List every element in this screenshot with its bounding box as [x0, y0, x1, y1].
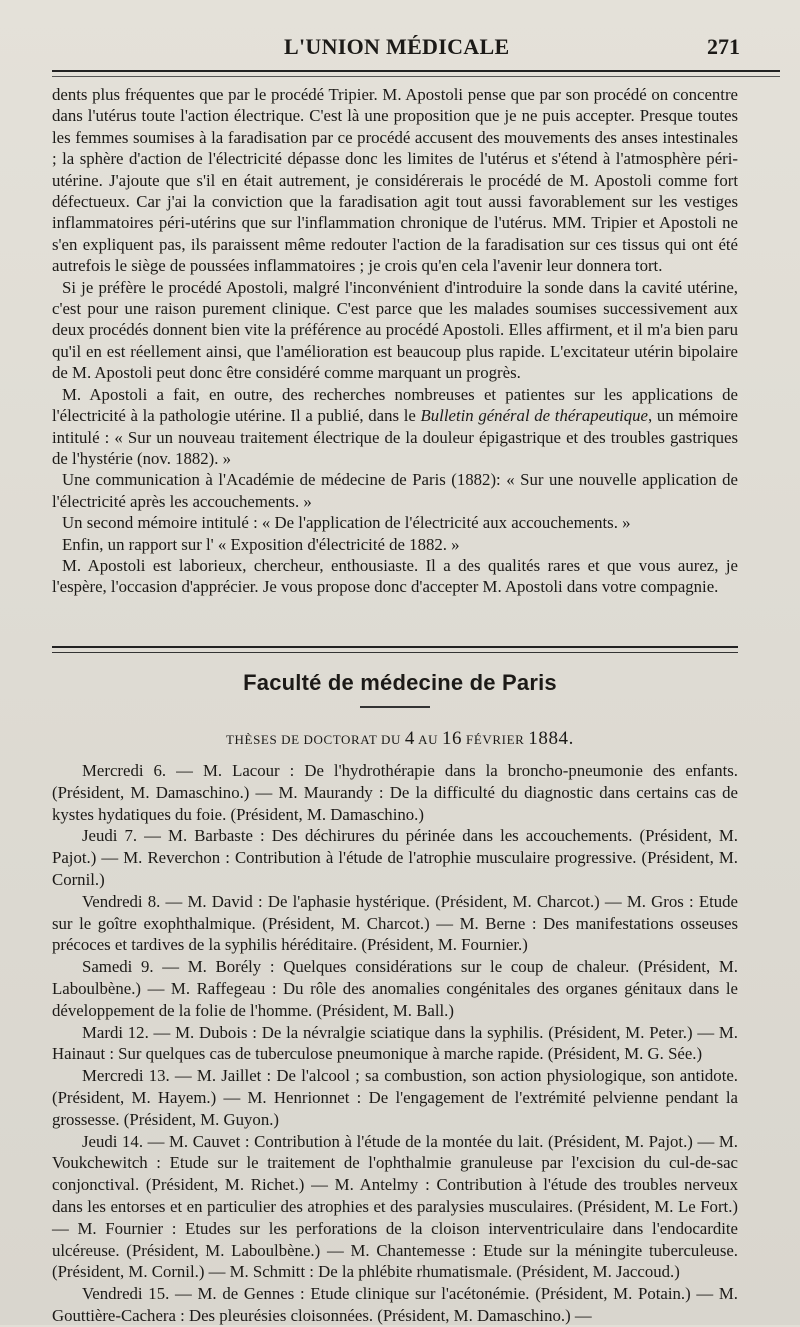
page-number: 271	[707, 34, 740, 59]
theses-entry: Mercredi 6. — M. Lacour : De l'hydrothérapie dans la broncho-pneumonie des enfants. (Président, M. Damaschino.) — M. Maurandy : De la difficulté du diagnostic dans certains cas de kystes hydatiques du foie. (Président, M. Damaschino.)	[52, 761, 738, 824]
theses-entry: Mardi 12. — M. Dubois : De la névralgie sciatique dans la syphilis. (Président, M. Peter.) — M. Hainaut : Sur quelques cas de tuberculose pneumonique à marche rapide. (Président, M. G. Sée.)	[52, 1022, 738, 1064]
paragraph	[52, 384, 738, 470]
theses-heading-to: 16	[441, 728, 463, 749]
theses-heading-month: FÉVRIER	[466, 732, 525, 747]
section-divider	[52, 646, 738, 648]
theses-list	[52, 760, 738, 1327]
title-underline	[360, 706, 430, 708]
journal-title: Bulletin général de thérapeutique	[420, 406, 649, 426]
theses-entry: Mercredi 13. — M. Jaillet : De l'alcool ; sa combustion, son action physiologique, son antidote. (Président, M. Hayem.) — M. Henrionnet : De l'engagement de l'extrémité pelvienne pendant la grossesse. (Président, M. Guyon.)	[52, 1066, 738, 1129]
header-rule-thin	[52, 76, 780, 77]
paragraph: Enfin, un rapport sur l' « Exposition d'électricité de 1882. »	[62, 534, 460, 554]
theses-entry: Vendredi 15. — M. de Gennes : Etude clinique sur l'acétonémie. (Président, M. Potain.) — M. Gouttière-Cachera : Des pleurésies cloisonnées. (Président, M. Damaschino.) —	[52, 1284, 738, 1325]
theses-heading	[0, 728, 800, 750]
paragraph: Une communication à l'Académie de médecine de Paris (1882): « Sur une nouvelle application de l'électricité après les accouchements. »	[52, 470, 738, 511]
running-title: L'UNION MÉDICALE	[284, 34, 510, 59]
theses-heading-middle: AU	[418, 732, 439, 747]
paragraph-text: , un mémoire intitulé : « Sur un nouveau traitement électrique de la douleur épigastrique et des troubles gastriques de l'hystérie (nov. 1882). »	[52, 406, 738, 468]
paragraph: M. Apostoli est laborieux, chercheur, enthousiaste. Il a des qualités rares et que vous aurez, je l'espère, l'occasion d'apprécier. Je vous propose donc d'accepter M. Apostoli dans votre compagnie.	[52, 555, 738, 597]
section-divider-thin	[52, 652, 738, 653]
theses-entry: Samedi 9. — M. Borély : Quelques considérations sur le coup de chaleur. (Président, M. Laboulbène.) — M. Raffegeau : Du rôle des anomalies congénitales des organes génitaux dans le développement de la folie de l'homme. (Président, M. Ball.)	[52, 957, 738, 1020]
theses-entry: Jeudi 7. — M. Barbaste : Des déchirures du périnée dans les accouchements. (Président, M. Pajot.) — M. Reverchon : Contribution à l'étude de l'atrophie musculaire progressive. (Président, M. Cornil.)	[52, 826, 738, 889]
theses-heading-prefix: THÈSES DE DOCTORAT DU	[226, 732, 401, 747]
paragraph-text: M. Apostoli a fait, en outre, des recherches nombreuses et patientes sur les applications de l'électricité à la pathologie utérine. Il a publié, dans le	[52, 384, 738, 426]
theses-heading-from: 4	[404, 728, 415, 749]
page-header	[52, 30, 740, 66]
theses-entry: Jeudi 14. — M. Cauvet : Contribution à l'étude de la montée du lait. (Président, M. Pajot.) — M. Voukchewitch : Etude sur le traitement de l'ophthalmie granuleuse par l'excision du cul-de-sac conjonctival. (Président, M. Richet.) — M. Antelmy : Contribution à l'étude des troubles nerveux dans les entorses et en particulier des atrophies et des paralysies musculaires. (Président, M. Le Fort.) — M. Fournier : Etudes sur les perforations de la cloison interventriculaire dans l'endocardite ulcéreuse. (Président, M. Laboulbène.) — M. Chantemesse : Etude sur la méningite tuberculeuse. (Président, M. Cornil.) — M. Schmitt : De la phlébite rhumatismale. (Président, M. Jaccoud.)	[52, 1131, 738, 1282]
article-body	[52, 84, 738, 598]
header-rule	[52, 70, 780, 72]
paragraph: Un second mémoire intitulé : « De l'application de l'électricité aux accouchements. »	[62, 513, 631, 533]
paragraph: Si je préfère le procédé Apostoli, malgré l'inconvénient d'introduire la sonde dans la cavité utérine, c'est pour une raison purement clinique. C'est parce que les malades soumises successivement aux deux procédés donnent bien vite la préférence au procédé Apostoli. Elles affirment, et il m'a bien paru qu'il en est réellement ainsi, que l'amélioration est beaucoup plus rapide. L'excitateur utérin bipolaire de M. Apostoli peut donc être considéré comme marquant un progrès.	[52, 277, 738, 383]
section-title: Faculté de médecine de Paris	[243, 670, 557, 695]
paragraph: dents plus fréquentes que par le procédé Tripier. M. Apostoli pense que par son procédé on concentre dans l'utérus toute l'action électrique. C'est là une proposition que je ne puis accepter. Presque toutes les femmes soumises à la faradisation par ce procédé accusent des mouvements des anses intestinales ; la sphère d'action de l'électricité dépasse donc les limites de l'utérus et s'étend à l'atmosphère péri-utérine. J'ajoute que s'il en était autrement, je considérerais le procédé de M. Apostoli comme fort défectueux. Car j'ai la conviction que la faradisation agit tout aussi favorablement sur les vestiges inflammatoires péri-utérins que sur l'inflammation chronique de l'utérus. MM. Tripier et Apostoli ne s'en expliquent pas, ils paraissent même redouter l'action de la faradisation sur ces tissus qui ont été autrefois le siège de poussées inflammatoires ; je crois qu'en cela l'avenir leur donnera tort.	[52, 85, 738, 276]
theses-heading-year: 1884.	[528, 728, 574, 749]
theses-entry: Vendredi 8. — M. David : De l'aphasie hystérique. (Président, M. Charcot.) — M. Gros : Etude sur le goître exophthalmique. (Président, M. Charcot.) — M. Berne : Des manifestations osseuses précoces et tardives de la syphilis héréditaire. (Président, M. Fournier.)	[52, 891, 738, 955]
